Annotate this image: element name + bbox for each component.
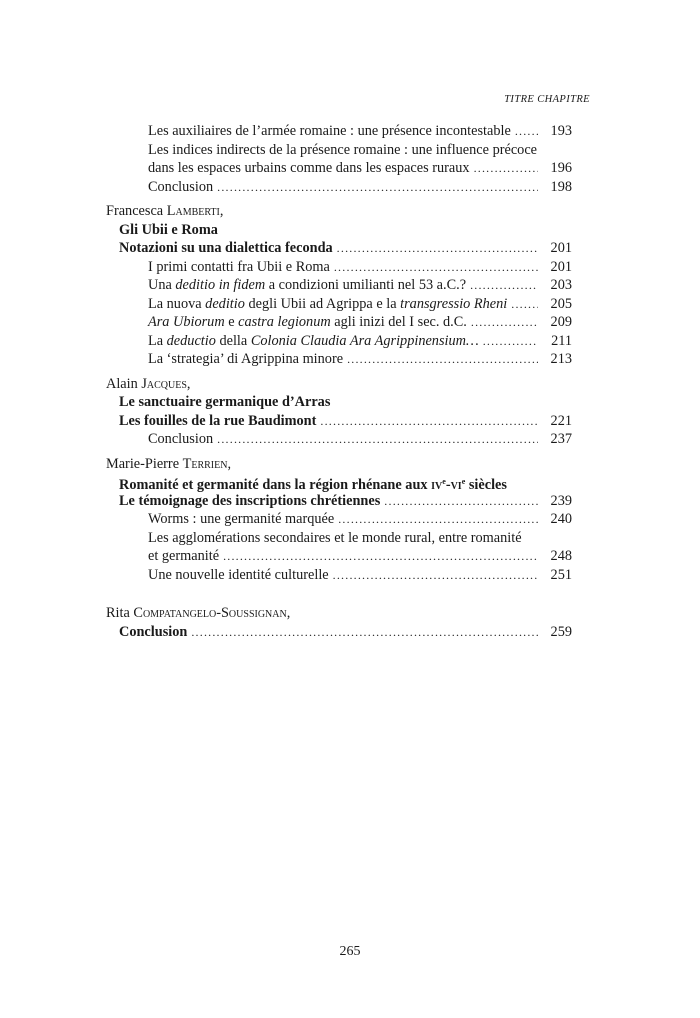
chapter-title-line: Les fouilles de la rue Baudimont — [119, 412, 317, 429]
toc-page-number: 203 — [550, 277, 572, 293]
text-run: Romanité et germanité dans la région rhénane aux — [119, 477, 432, 493]
text-run: Una — [148, 277, 176, 293]
chapter-title-line: Le témoignage des inscriptions chrétiennes — [119, 492, 381, 509]
toc-page-number: 201 — [550, 240, 572, 256]
chapter-title-line: Gli Ubii e Roma — [119, 221, 218, 238]
leader-dots — [334, 258, 538, 277]
text-run: degli Ubii ad Agrippa e la — [244, 295, 401, 312]
toc-page-number: 205 — [550, 295, 572, 312]
leader-dots — [471, 313, 538, 332]
text-run: della — [215, 332, 251, 349]
running-head: TITRE CHAPITRE — [504, 94, 590, 105]
text-run: agli inizi del I sec. d.C. — [330, 314, 467, 330]
toc-author — [0, 455, 700, 474]
author-first-name: Marie-Pierre — [106, 455, 183, 472]
leader-dots — [483, 332, 538, 351]
author-last-name: Jacques — [141, 375, 187, 392]
roman-numeral: iv — [431, 477, 443, 493]
toc-entry — [0, 313, 572, 332]
leader-dots — [347, 350, 538, 369]
toc-entry-title: Les agglomérations secondaires et le monde rural, entre romanité — [148, 529, 522, 546]
toc-entry-line — [0, 529, 700, 548]
toc-page-number: 221 — [550, 412, 572, 429]
author-first-name: Rita — [106, 605, 134, 621]
toc-author — [0, 202, 700, 221]
toc-page-number: 198 — [550, 178, 572, 195]
toc-entry — [0, 159, 572, 178]
toc-author — [0, 375, 700, 394]
italic-run: deditio in fidem — [175, 277, 266, 293]
toc-entry — [0, 350, 572, 369]
toc-entry-title: Worms : une germanité marquée — [148, 511, 335, 527]
toc-entry — [0, 430, 572, 449]
text-run: La — [148, 332, 167, 349]
toc-entry-title: Les auxiliaires de l’armée romaine : une présence incontestable — [148, 123, 511, 139]
leader-dots — [333, 566, 538, 585]
leader-dots — [384, 492, 538, 511]
roman-numeral: vi — [450, 477, 462, 493]
leader-dots — [515, 122, 538, 141]
leader-dots — [337, 239, 538, 258]
toc-page-number: 209 — [550, 314, 572, 330]
toc-entry — [0, 122, 572, 141]
toc-entry-title: La ‘strategia’ di Agrippina minore — [148, 351, 344, 367]
toc-chapter-title — [0, 393, 700, 412]
toc-entry-line — [0, 141, 700, 160]
author-comma: , — [286, 605, 291, 621]
page-number: 265 — [339, 944, 361, 959]
toc-entry-title: dans les espaces urbains comme dans les espaces ruraux — [148, 160, 470, 176]
toc-entry-title — [148, 295, 507, 314]
toc-chapter-title — [0, 239, 572, 258]
author-comma: , — [227, 455, 232, 472]
toc-chapter-title — [0, 221, 700, 240]
author-first-name: Francesca — [106, 203, 167, 219]
author-last-name: Lamberti — [166, 203, 220, 219]
chapter-title-line: Notazioni su una dialettica feconda — [119, 240, 333, 256]
leader-dots — [191, 623, 538, 642]
toc-page-number: 211 — [551, 332, 572, 349]
toc-entry — [0, 258, 572, 277]
text-run: La nuova — [148, 295, 206, 312]
toc-entry — [0, 547, 572, 566]
leader-dots — [217, 178, 538, 197]
italic-run: Ara Ubiorum — [148, 314, 225, 330]
toc-entry-title — [148, 313, 467, 332]
toc-entry-title — [148, 276, 466, 295]
chapter-title-line: Conclusion — [119, 623, 188, 640]
leader-dots — [511, 295, 538, 314]
toc-chapter-title — [0, 492, 572, 511]
toc-chapter-title — [0, 412, 572, 431]
italic-run: transgressio Rheni — [400, 295, 508, 312]
toc-chapter-title — [0, 623, 572, 642]
toc-page-number: 201 — [550, 258, 572, 275]
leader-dots — [320, 412, 538, 431]
author-comma: , — [186, 375, 191, 392]
toc-page-number: 248 — [550, 548, 572, 564]
leader-dots — [474, 159, 538, 178]
toc-entry-title: et germanité — [148, 548, 220, 564]
toc-page-number: 196 — [550, 160, 572, 176]
toc-page-number: 251 — [550, 566, 572, 583]
toc-entry-title: I primi contatti fra Ubii e Roma — [148, 258, 330, 275]
italic-run: Colonia Claudia Ara Agrippinensium… — [250, 332, 479, 349]
toc-page-number: 240 — [550, 511, 572, 527]
toc-entry — [0, 510, 572, 529]
toc-page-number: 237 — [550, 431, 572, 447]
toc-entry-title: Conclusion — [148, 178, 214, 195]
toc-entry — [0, 566, 572, 585]
italic-run: deductio — [166, 332, 216, 349]
superscript: e — [442, 477, 446, 486]
leader-dots — [470, 276, 538, 295]
chapter-title-line: Le sanctuaire germanique d’Arras — [119, 394, 331, 410]
leader-dots — [338, 510, 538, 529]
author-first-name: Alain — [106, 375, 142, 392]
toc-page-number: 193 — [550, 123, 572, 139]
toc-entry — [0, 332, 572, 351]
toc-entry-title: Une nouvelle identité culturelle — [148, 566, 329, 583]
toc-page-number: 213 — [550, 351, 572, 367]
author-last-name: Terrien — [182, 455, 228, 472]
text-run: siècles — [465, 477, 507, 493]
toc-entry-title — [148, 332, 479, 351]
toc-page-number: 259 — [550, 623, 572, 640]
text-run: e — [224, 314, 239, 330]
toc-page-number: 239 — [550, 492, 572, 509]
italic-run: castra legionum — [238, 314, 331, 330]
text-run: - — [445, 477, 451, 493]
table-of-contents — [0, 122, 700, 641]
leader-dots — [217, 430, 538, 449]
toc-author — [0, 604, 700, 623]
toc-entry-title: Conclusion — [148, 431, 214, 447]
author-last-name: Compatangelo-Soussignan — [133, 605, 287, 621]
toc-entry — [0, 295, 572, 314]
leader-dots — [223, 547, 538, 566]
author-comma: , — [219, 203, 224, 219]
text-run: a condizioni umilianti nel 53 a.C.? — [265, 277, 467, 293]
toc-entry — [0, 178, 572, 197]
toc-entry-title: Les indices indirects de la présence romaine : une influence précoce — [148, 141, 538, 158]
superscript: e — [461, 477, 466, 486]
italic-run: deditio — [205, 295, 245, 312]
toc-chapter-title — [0, 473, 700, 492]
toc-entry — [0, 276, 572, 295]
